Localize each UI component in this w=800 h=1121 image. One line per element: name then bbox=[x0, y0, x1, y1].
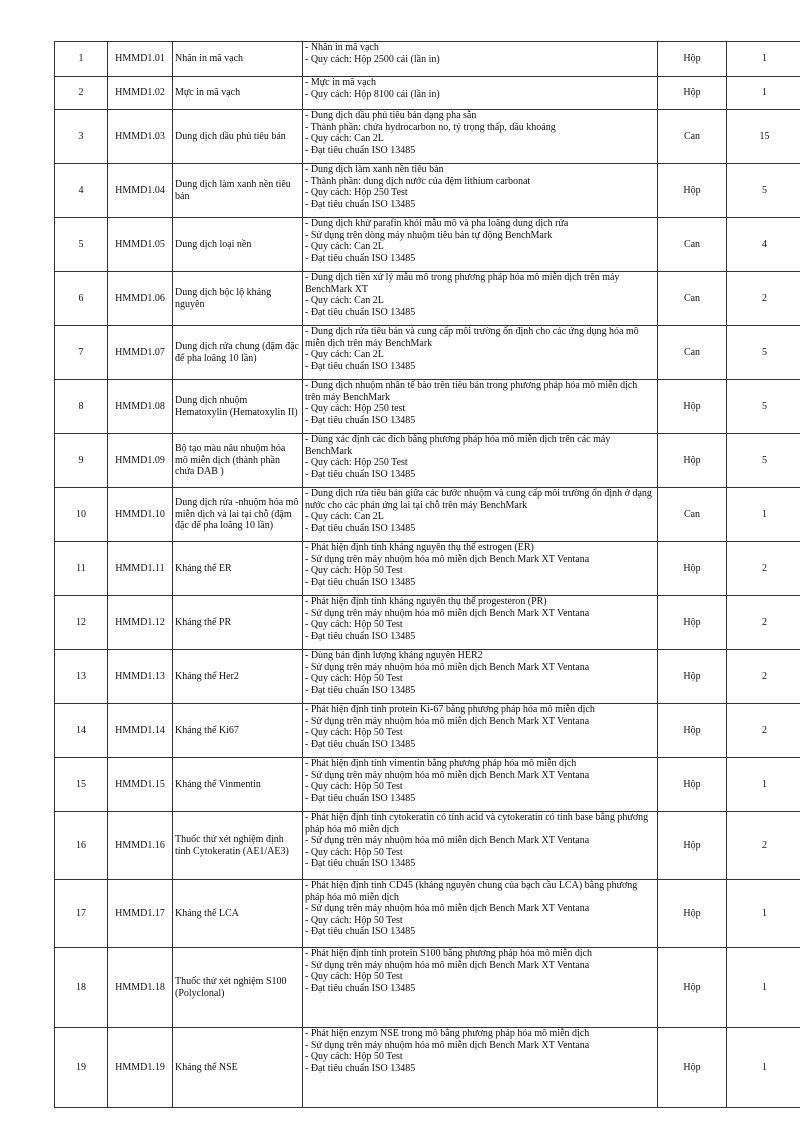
specification-line: - Đạt tiêu chuẩn ISO 13485 bbox=[305, 926, 416, 938]
specification-line: - Phát hiện định tính protein Ki-67 bằng phương pháp hóa mô miễn dịch bbox=[305, 704, 595, 715]
specification-line: - Dung dịch rửa tiêu bản giữa các bước nhuộm và cung cấp môi trường ổn định ở dạng nước cho các phản ứng lai tại chỗ trên máy BenchMark bbox=[305, 488, 652, 511]
specification-line: - Đạt tiêu chuẩn ISO 13485 bbox=[305, 468, 416, 480]
quantity-cell: 2 bbox=[727, 704, 800, 758]
quantity-cell: 2 bbox=[727, 596, 800, 650]
item-code-cell: HMMD1.11 bbox=[108, 542, 173, 596]
specification-cell bbox=[303, 110, 658, 164]
specification-line: - Đạt tiêu chuẩn ISO 13485 bbox=[305, 252, 416, 264]
specification-line: - Dung dịch tiền xử lý mẫu mô trong phương pháp hóa mô miễn dịch trên máy BenchMark XT bbox=[305, 272, 620, 295]
specification-cell bbox=[303, 272, 658, 326]
item-code-cell: HMMD1.14 bbox=[108, 704, 173, 758]
specification-line: - Quy cách: Hộp 8100 cái (lần in) bbox=[305, 88, 440, 100]
specification-line: - Dùng bán định lượng kháng nguyên HER2 bbox=[305, 650, 483, 661]
item-code-cell: HMMD1.17 bbox=[108, 880, 173, 948]
table-row bbox=[55, 596, 800, 650]
row-number-cell: 5 bbox=[55, 218, 108, 272]
item-name-cell: Mực in mã vạch bbox=[173, 77, 303, 110]
row-number-cell: 10 bbox=[55, 488, 108, 542]
specification-line: - Quy cách: Can 2L bbox=[305, 133, 384, 145]
specification-line: - Thành phần: dung dịch nước của đệm lithium carbonat bbox=[305, 175, 531, 187]
specification-line: - Đạt tiêu chuẩn ISO 13485 bbox=[305, 414, 416, 426]
specification-line: - Quy cách: Hộp 50 Test bbox=[305, 619, 403, 631]
unit-cell: Hộp bbox=[658, 380, 727, 434]
document-page bbox=[54, 41, 774, 1108]
specification-line: - Dung dịch rửa tiêu bản và cung cấp môi trường ổn định cho các ứng dụng hóa mô miễn dịch trên máy BenchMark bbox=[305, 326, 639, 349]
specification-cell bbox=[303, 164, 658, 218]
table-row bbox=[55, 704, 800, 758]
specification-line: - Sử dụng trên máy nhuộm hóa mô miễn dịch Bench Mark XT Ventana bbox=[305, 769, 590, 781]
table-row bbox=[55, 948, 800, 1028]
item-name-cell: Kháng thể Vinmentin bbox=[173, 758, 303, 812]
item-name-cell: Dung dịch nhuộm Hematoxylin (Hematoxylin II) bbox=[173, 380, 303, 434]
specification-line: - Đạt tiêu chuẩn ISO 13485 bbox=[305, 858, 416, 870]
specification-line: - Quy cách: Hộp 50 Test bbox=[305, 971, 403, 983]
specification-line: - Đạt tiêu chuẩn ISO 13485 bbox=[305, 738, 416, 750]
specification-line: - Quy cách: Hộp 50 Test bbox=[305, 914, 403, 926]
table-row bbox=[55, 1028, 800, 1108]
specification-line: - Phát hiện định tính kháng nguyên thụ thể estrogen (ER) bbox=[305, 542, 534, 553]
specification-line: - Sử dụng trên máy nhuộm hóa mô miễn dịch Bench Mark XT Ventana bbox=[305, 959, 590, 971]
unit-cell: Hộp bbox=[658, 42, 727, 77]
quantity-cell: 2 bbox=[727, 272, 800, 326]
quantity-cell: 2 bbox=[727, 542, 800, 596]
row-number-cell: 16 bbox=[55, 812, 108, 880]
item-name-cell: Dung dịch loại nền bbox=[173, 218, 303, 272]
specification-line: - Quy cách: Can 2L bbox=[305, 241, 384, 253]
table-row bbox=[55, 77, 800, 110]
unit-cell: Hộp bbox=[658, 812, 727, 880]
specification-cell bbox=[303, 1028, 658, 1108]
unit-cell: Hộp bbox=[658, 164, 727, 218]
row-number-cell: 11 bbox=[55, 542, 108, 596]
item-code-cell: HMMD1.08 bbox=[108, 380, 173, 434]
item-code-cell: HMMD1.06 bbox=[108, 272, 173, 326]
specification-line: - Phát hiện enzym NSE trong mô bằng phương pháp hóa mô miễn dịch bbox=[305, 1028, 590, 1039]
unit-cell: Hộp bbox=[658, 650, 727, 704]
specification-line: - Quy cách: Hộp 50 Test bbox=[305, 727, 403, 739]
item-name-cell: Dung dịch rửa chung (đậm đặc để pha loãng 10 lần) bbox=[173, 326, 303, 380]
specification-line: - Phát hiện định tính CD45 (kháng nguyên chung của bạch cầu LCA) bằng phương pháp hóa mô miễn dịch bbox=[305, 880, 638, 903]
unit-cell: Hộp bbox=[658, 542, 727, 596]
table-row bbox=[55, 218, 800, 272]
specification-line: - Đạt tiêu chuẩn ISO 13485 bbox=[305, 360, 416, 372]
specification-line: - Quy cách: Hộp 2500 cái (lần in) bbox=[305, 53, 440, 65]
quantity-cell: 5 bbox=[727, 434, 800, 488]
quantity-cell: 1 bbox=[727, 948, 800, 1028]
item-code-cell: HMMD1.01 bbox=[108, 42, 173, 77]
specification-line: - Quy cách: Hộp 250 Test bbox=[305, 457, 408, 469]
item-name-cell: Thuốc thử xét nghiệm định tính Cytokeratin (AE1/AE3) bbox=[173, 812, 303, 880]
specification-line: - Sử dụng trên dòng máy nhuộm tiêu bản tự động BenchMark bbox=[305, 229, 553, 241]
product-table bbox=[54, 41, 800, 1108]
table-row bbox=[55, 326, 800, 380]
item-code-cell: HMMD1.16 bbox=[108, 812, 173, 880]
quantity-cell: 1 bbox=[727, 488, 800, 542]
item-code-cell: HMMD1.13 bbox=[108, 650, 173, 704]
specification-cell bbox=[303, 880, 658, 948]
unit-cell: Hộp bbox=[658, 880, 727, 948]
row-number-cell: 15 bbox=[55, 758, 108, 812]
product-table-body bbox=[55, 42, 800, 1108]
quantity-cell: 5 bbox=[727, 380, 800, 434]
row-number-cell: 1 bbox=[55, 42, 108, 77]
specification-line: - Mực in mã vạch bbox=[305, 77, 376, 88]
specification-line: - Quy cách: Hộp 50 Test bbox=[305, 781, 403, 793]
specification-cell bbox=[303, 42, 658, 77]
unit-cell: Can bbox=[658, 326, 727, 380]
row-number-cell: 3 bbox=[55, 110, 108, 164]
specification-line: - Phát hiện định tính protein S100 bằng phương pháp hóa mô miễn dịch bbox=[305, 948, 593, 959]
specification-line: - Sử dụng trên máy nhuộm hóa mô miễn dịch Bench Mark XT Ventana bbox=[305, 607, 590, 619]
specification-line: - Dung dịch làm xanh nền tiêu bản bbox=[305, 164, 444, 175]
specification-line: - Quy cách: Can 2L bbox=[305, 295, 384, 307]
specification-line: - Đạt tiêu chuẩn ISO 13485 bbox=[305, 1062, 416, 1074]
row-number-cell: 9 bbox=[55, 434, 108, 488]
specification-cell bbox=[303, 488, 658, 542]
item-code-cell: HMMD1.07 bbox=[108, 326, 173, 380]
item-code-cell: HMMD1.04 bbox=[108, 164, 173, 218]
item-code-cell: HMMD1.09 bbox=[108, 434, 173, 488]
unit-cell: Can bbox=[658, 218, 727, 272]
item-code-cell: HMMD1.10 bbox=[108, 488, 173, 542]
specification-line: - Đạt tiêu chuẩn ISO 13485 bbox=[305, 144, 416, 156]
table-row bbox=[55, 758, 800, 812]
item-code-cell: HMMD1.03 bbox=[108, 110, 173, 164]
item-name-cell: Kháng thể LCA bbox=[173, 880, 303, 948]
specification-line: - Sử dụng trên máy nhuộm hóa mô miễn dịch Bench Mark XT Ventana bbox=[305, 903, 590, 915]
specification-line: - Dung dịch dầu phủ tiêu bản dạng pha sẵn bbox=[305, 110, 477, 121]
specification-line: - Quy cách: Hộp 50 Test bbox=[305, 565, 403, 577]
item-name-cell: Kháng thể Ki67 bbox=[173, 704, 303, 758]
unit-cell: Hộp bbox=[658, 948, 727, 1028]
item-name-cell: Kháng thể NSE bbox=[173, 1028, 303, 1108]
quantity-cell: 1 bbox=[727, 42, 800, 77]
table-row bbox=[55, 434, 800, 488]
specification-line: - Đạt tiêu chuẩn ISO 13485 bbox=[305, 630, 416, 642]
unit-cell: Can bbox=[658, 110, 727, 164]
specification-line: - Thành phần: chứa hydrocarbon no, tỷ trọng thấp, dầu khoáng bbox=[305, 121, 556, 133]
specification-cell bbox=[303, 434, 658, 488]
item-code-cell: HMMD1.05 bbox=[108, 218, 173, 272]
quantity-cell: 1 bbox=[727, 880, 800, 948]
item-code-cell: HMMD1.12 bbox=[108, 596, 173, 650]
specification-line: - Sử dụng trên máy nhuộm hóa mô miễn dịch Bench Mark XT Ventana bbox=[305, 661, 590, 673]
specification-cell bbox=[303, 542, 658, 596]
table-row bbox=[55, 880, 800, 948]
row-number-cell: 18 bbox=[55, 948, 108, 1028]
row-number-cell: 17 bbox=[55, 880, 108, 948]
unit-cell: Hộp bbox=[658, 77, 727, 110]
row-number-cell: 8 bbox=[55, 380, 108, 434]
specification-cell bbox=[303, 596, 658, 650]
specification-line: - Đạt tiêu chuẩn ISO 13485 bbox=[305, 576, 416, 588]
quantity-cell: 2 bbox=[727, 650, 800, 704]
specification-line: - Đạt tiêu chuẩn ISO 13485 bbox=[305, 792, 416, 804]
table-row bbox=[55, 650, 800, 704]
unit-cell: Hộp bbox=[658, 704, 727, 758]
item-code-cell: HMMD1.02 bbox=[108, 77, 173, 110]
item-name-cell: Dung dịch bộc lộ kháng nguyên bbox=[173, 272, 303, 326]
specification-line: - Đạt tiêu chuẩn ISO 13485 bbox=[305, 198, 416, 210]
item-name-cell: Dung dịch làm xanh nền tiêu bản bbox=[173, 164, 303, 218]
specification-cell bbox=[303, 380, 658, 434]
item-name-cell: Kháng thể Her2 bbox=[173, 650, 303, 704]
specification-line: - Sử dụng trên máy nhuộm hóa mô miễn dịch Bench Mark XT Ventana bbox=[305, 553, 590, 565]
item-name-cell: Bộ tạo màu nâu nhuộm hóa mô miễn dịch (thành phần chứa DAB ) bbox=[173, 434, 303, 488]
specification-cell bbox=[303, 77, 658, 110]
item-code-cell: HMMD1.15 bbox=[108, 758, 173, 812]
unit-cell: Hộp bbox=[658, 758, 727, 812]
unit-cell: Can bbox=[658, 272, 727, 326]
specification-cell bbox=[303, 218, 658, 272]
item-name-cell: Kháng thể ER bbox=[173, 542, 303, 596]
specification-line: - Đạt tiêu chuẩn ISO 13485 bbox=[305, 684, 416, 696]
item-name-cell: Nhãn in mã vạch bbox=[173, 42, 303, 77]
specification-cell bbox=[303, 758, 658, 812]
table-row bbox=[55, 110, 800, 164]
row-number-cell: 19 bbox=[55, 1028, 108, 1108]
specification-cell bbox=[303, 704, 658, 758]
specification-line: - Dùng xác định các đích bằng phương pháp hóa mô miễn dịch trên các máy BenchMark bbox=[305, 434, 611, 457]
table-row bbox=[55, 42, 800, 77]
specification-cell bbox=[303, 948, 658, 1028]
specification-line: - Quy cách: Can 2L bbox=[305, 349, 384, 361]
specification-line: - Sử dụng trên máy nhuộm hóa mô miễn dịch Bench Mark XT Ventana bbox=[305, 715, 590, 727]
row-number-cell: 14 bbox=[55, 704, 108, 758]
specification-line: - Quy cách: Hộp 50 Test bbox=[305, 846, 403, 858]
specification-line: - Dung dịch khử parafin khỏi mẫu mô và pha loãng dung dịch rửa bbox=[305, 218, 569, 229]
row-number-cell: 7 bbox=[55, 326, 108, 380]
table-row bbox=[55, 812, 800, 880]
quantity-cell: 4 bbox=[727, 218, 800, 272]
row-number-cell: 12 bbox=[55, 596, 108, 650]
specification-cell bbox=[303, 812, 658, 880]
specification-line: - Đạt tiêu chuẩn ISO 13485 bbox=[305, 306, 416, 318]
quantity-cell: 5 bbox=[727, 326, 800, 380]
specification-line: - Đạt tiêu chuẩn ISO 13485 bbox=[305, 522, 416, 534]
item-code-cell: HMMD1.19 bbox=[108, 1028, 173, 1108]
specification-line: - Phát hiện định tính cytokeratin có tính acid và cytokeratin có tính base bằng phương pháp hóa mô miễn dịch bbox=[305, 812, 649, 835]
item-name-cell: Dung dịch rửa -nhuộm hóa mô miễn dịch và lai tại chỗ (đậm đặc để pha loãng 10 lần) bbox=[173, 488, 303, 542]
specification-line: - Quy cách: Hộp 250 test bbox=[305, 403, 406, 415]
specification-line: - Quy cách: Hộp 50 Test bbox=[305, 673, 403, 685]
specification-line: - Quy cách: Can 2L bbox=[305, 511, 384, 523]
item-name-cell: Dung dịch dầu phủ tiêu bản bbox=[173, 110, 303, 164]
table-row bbox=[55, 380, 800, 434]
unit-cell: Can bbox=[658, 488, 727, 542]
unit-cell: Hộp bbox=[658, 1028, 727, 1108]
table-row bbox=[55, 164, 800, 218]
quantity-cell: 2 bbox=[727, 812, 800, 880]
quantity-cell: 5 bbox=[727, 164, 800, 218]
item-name-cell: Thuốc thử xét nghiệm S100 (Polyclonal) bbox=[173, 948, 303, 1028]
unit-cell: Hộp bbox=[658, 434, 727, 488]
quantity-cell: 1 bbox=[727, 1028, 800, 1108]
table-row bbox=[55, 542, 800, 596]
row-number-cell: 6 bbox=[55, 272, 108, 326]
specification-line: - Nhãn in mã vạch bbox=[305, 42, 379, 53]
specification-line: - Dung dịch nhuộm nhân tế bào trên tiêu bản trong phương pháp hóa mô miễn dịch trên máy BenchMark bbox=[305, 380, 638, 403]
row-number-cell: 13 bbox=[55, 650, 108, 704]
specification-line: - Sử dụng trên máy nhuộm hóa mô miễn dịch Bench Mark XT Ventana bbox=[305, 1039, 590, 1051]
specification-cell bbox=[303, 326, 658, 380]
quantity-cell: 1 bbox=[727, 758, 800, 812]
table-row bbox=[55, 488, 800, 542]
row-number-cell: 2 bbox=[55, 77, 108, 110]
specification-line: - Quy cách: Hộp 50 Test bbox=[305, 1051, 403, 1063]
specification-line: - Đạt tiêu chuẩn ISO 13485 bbox=[305, 982, 416, 994]
table-row bbox=[55, 272, 800, 326]
specification-cell bbox=[303, 650, 658, 704]
item-code-cell: HMMD1.18 bbox=[108, 948, 173, 1028]
item-name-cell: Kháng thể PR bbox=[173, 596, 303, 650]
specification-line: - Phát hiện định tính kháng nguyên thụ thể progesteron (PR) bbox=[305, 596, 547, 607]
specification-line: - Phát hiện định tính vimentin bằng phương pháp hóa mô miễn dịch bbox=[305, 758, 577, 769]
unit-cell: Hộp bbox=[658, 596, 727, 650]
quantity-cell: 1 bbox=[727, 77, 800, 110]
specification-line: - Sử dụng trên máy nhuộm hóa mô miễn dịch Bench Mark XT Ventana bbox=[305, 835, 590, 847]
specification-line: - Quy cách: Hộp 250 Test bbox=[305, 187, 408, 199]
quantity-cell: 15 bbox=[727, 110, 800, 164]
row-number-cell: 4 bbox=[55, 164, 108, 218]
